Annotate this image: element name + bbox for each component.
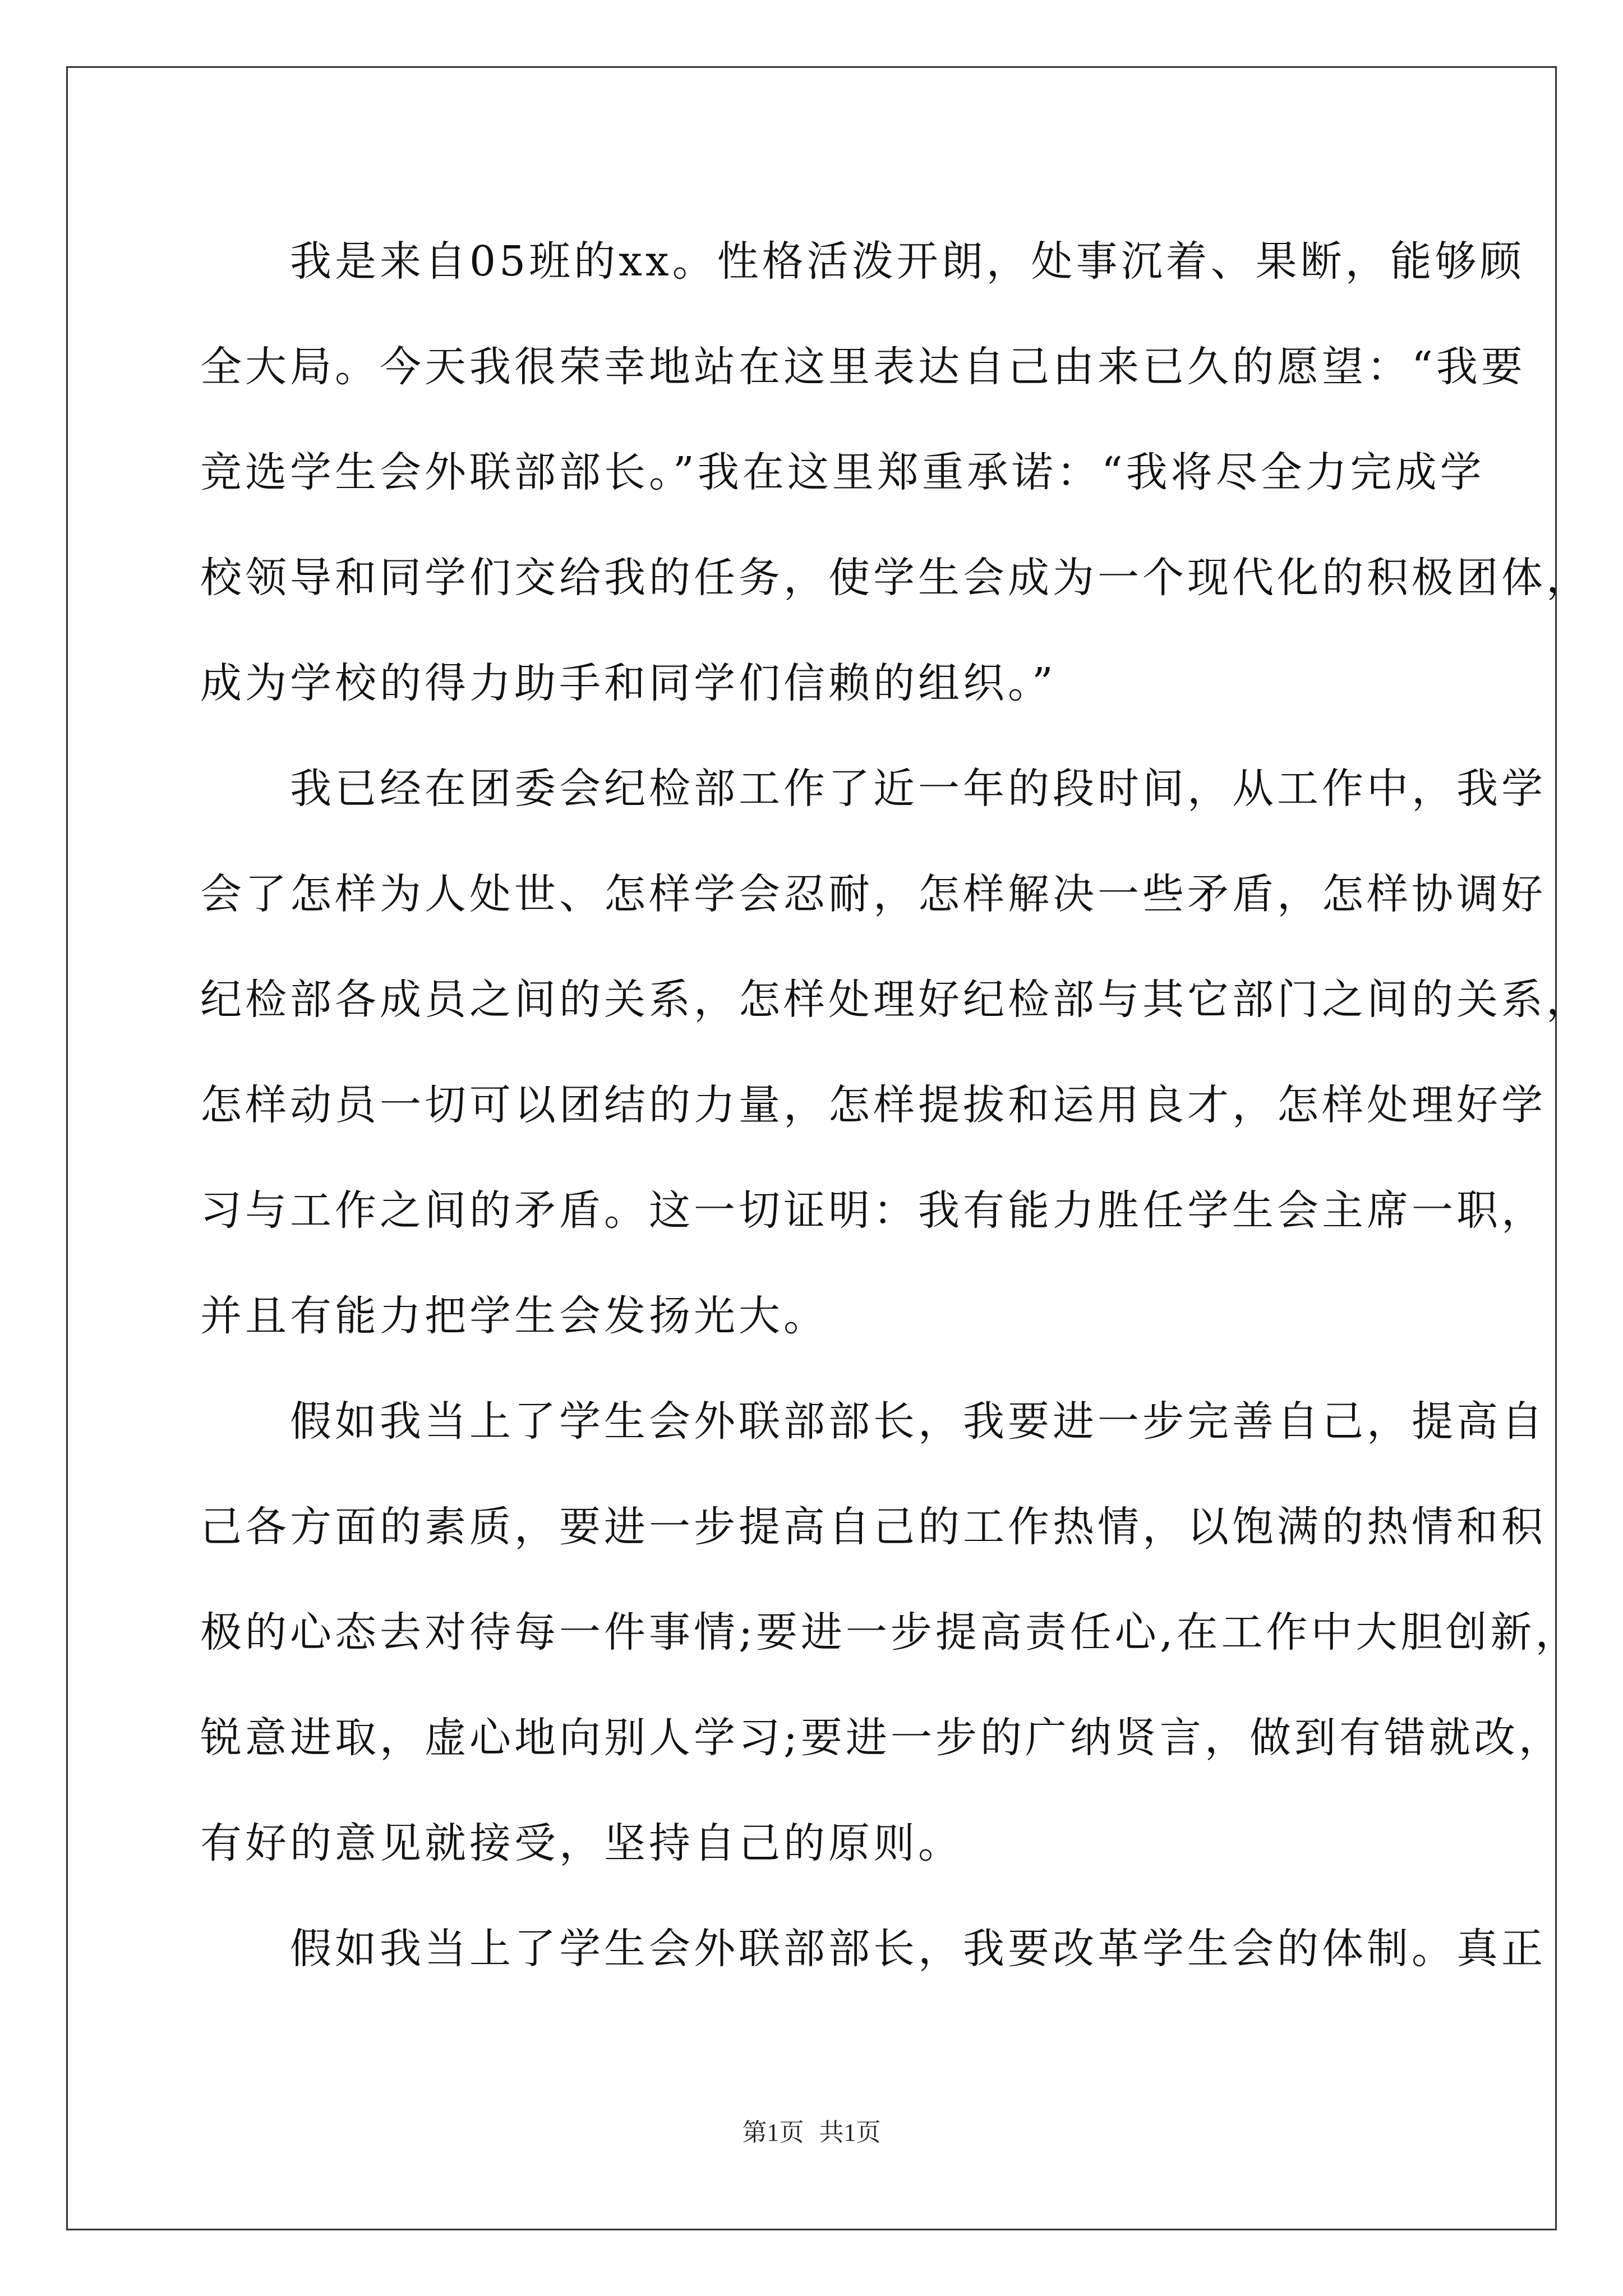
text-line: 我是来自05班的xx。性格活泼开朗，处事沉着、果断，能够顾 xyxy=(200,237,1525,286)
text-line: 锐意进取，虚心地向别人学习;要进一步的广纳贤言，做到有错就改， xyxy=(200,1714,1564,1762)
text-line: 假如我当上了学生会外联部部长，我要改革学生会的体制。真正 xyxy=(200,1925,1546,1973)
page-footer xyxy=(0,2116,1623,2150)
text-line: 己各方面的素质，要进一步提高自己的工作热情，以饱满的热情和积 xyxy=(200,1503,1546,1551)
text-line: 校领导和同学们交给我的任务，使学生会成为一个现代化的积极团体， xyxy=(200,554,1591,602)
text-line: 并且有能力把学生会发扬光大。 xyxy=(200,1292,828,1340)
text-line: 假如我当上了学生会外联部部长，我要进一步完善自己，提高自 xyxy=(200,1397,1546,1446)
text-line: 习与工作之间的矛盾。这一切证明：我有能力胜任学生会主席一职， xyxy=(200,1186,1546,1235)
page-total: 共1页 xyxy=(819,2119,881,2146)
text-line: 竞选学生会外联部部长。”我在这里郑重承诺：“我将尽全力完成学 xyxy=(200,448,1485,496)
document-body xyxy=(200,209,1591,2001)
text-line: 我已经在团委会纪检部工作了近一年的段时间，从工作中，我学 xyxy=(200,765,1546,813)
page-number: 第1页 xyxy=(742,2119,804,2146)
text-line: 全大局。今天我很荣幸地站在这里表达自己由来已久的愿望：“我要 xyxy=(200,343,1526,391)
text-line: 有好的意见就接受，坚持自己的原则。 xyxy=(200,1819,963,1867)
text-line: 极的心态去对待每一件事情;要进一步提高责任心,在工作中大胆创新， xyxy=(200,1608,1580,1657)
text-line: 怎样动员一切可以团结的力量，怎样提拔和运用良才，怎样处理好学 xyxy=(200,1081,1546,1129)
text-line: 成为学校的得力助手和同学们信赖的组织。” xyxy=(200,659,1057,707)
text-line: 纪检部各成员之间的关系，怎样处理好纪检部与其它部门之间的关系， xyxy=(200,976,1591,1024)
text-line: 会了怎样为人处世、怎样学会忍耐，怎样解决一些矛盾，怎样协调好 xyxy=(200,870,1546,918)
